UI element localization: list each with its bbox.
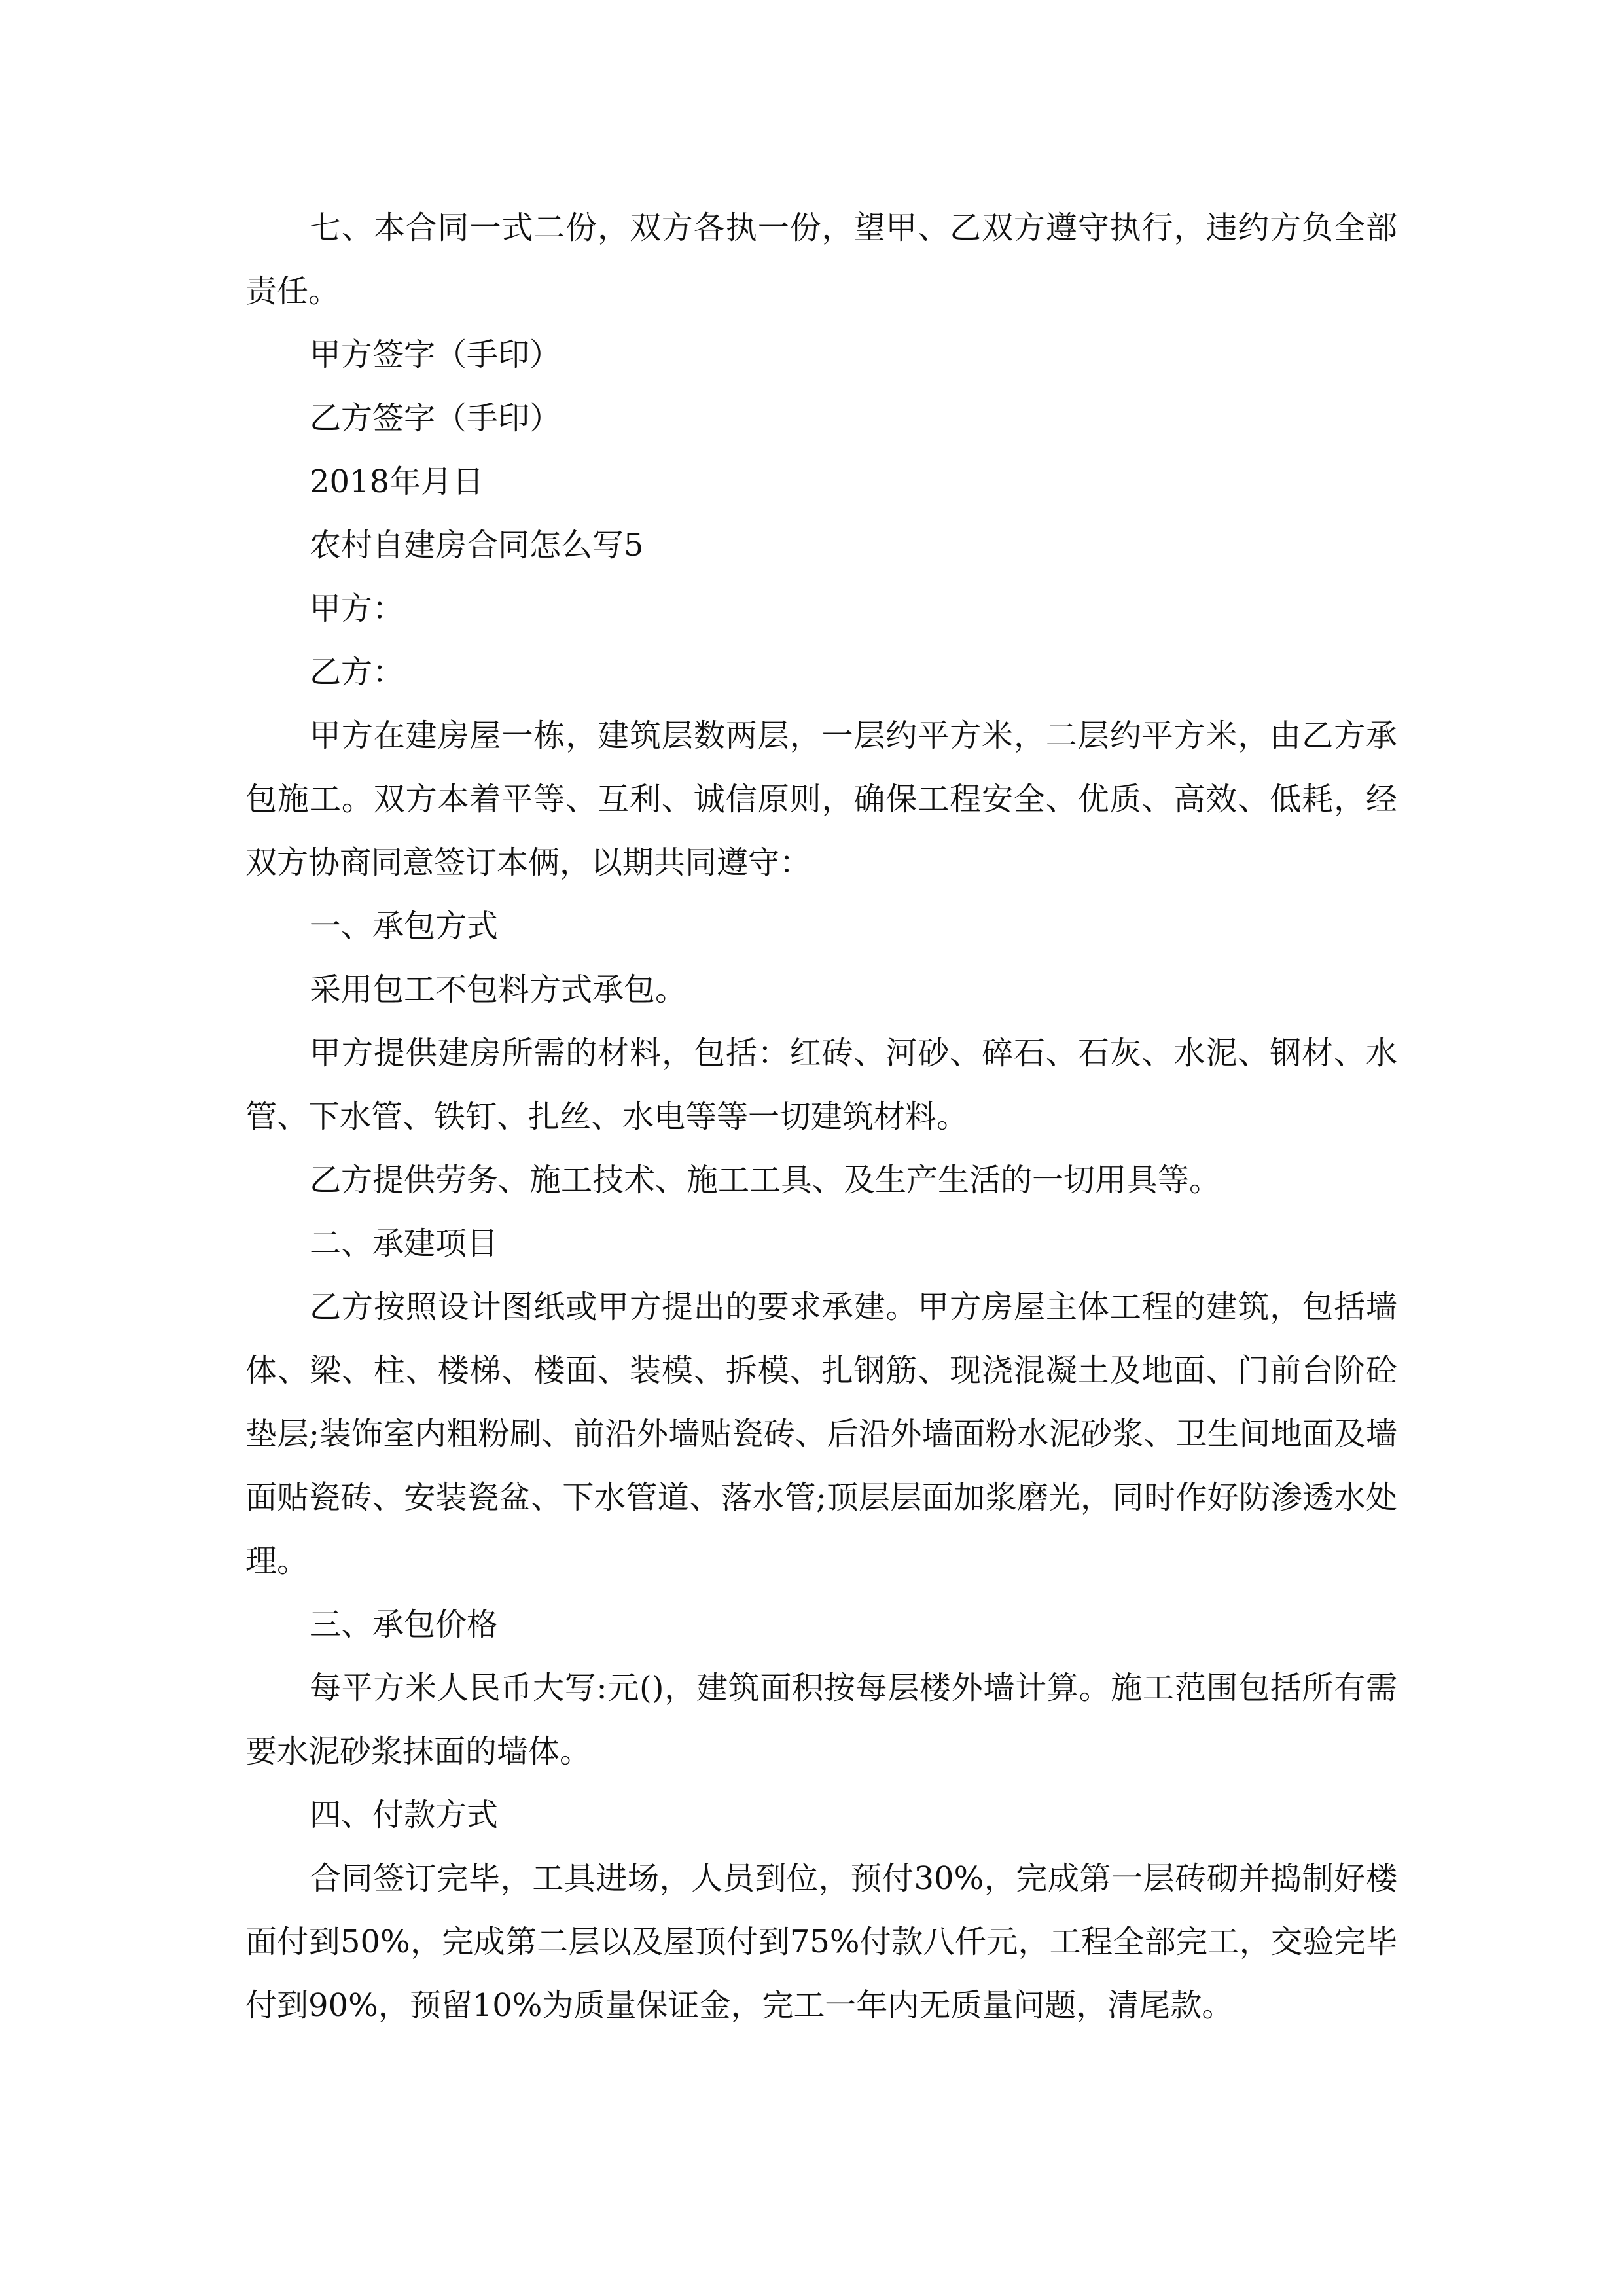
section-heading-project-scope: 二、承建项目 [310,1225,499,1262]
section-heading-contract-method: 一、承包方式 [310,908,499,944]
date-line: 2018年月日 [310,463,484,500]
preamble-paragraph: 甲方在建房屋一栋，建筑层数两层，一层约平方米，二层约平方米，由乙方承包施工。双方本着平等、互利、诚信原则，确保工程安全、优质、高效、低耗，经双方协商同意签订本俩，以期共同遵守： [245,717,1397,881]
party-b-services-paragraph: 乙方提供劳务、施工技术、施工工具、及生产生活的一切用具等。 [310,1162,1221,1198]
section-heading-price: 三、承包价格 [310,1606,499,1643]
party-a-signature-line: 甲方签字（手印） [310,336,562,373]
party-a-label: 甲方： [310,590,404,627]
party-b-signature-line: 乙方签字（手印） [310,400,562,437]
price-paragraph: 每平方米人民币大写:元()，建筑面积按每层楼外墙计算。施工范围包括所有需要水泥砂浆抹面的墙体。 [245,1670,1397,1770]
party-a-materials-paragraph: 甲方提供建房所需的材料，包括：红砖、河砂、碎石、石灰、水泥、钢材、水管、下水管、铁钉、扎丝、水电等等一切建筑材料。 [245,1035,1397,1135]
project-scope-paragraph: 乙方按照设计图纸或甲方提出的要求承建。甲方房屋主体工程的建筑，包括墙体、梁、柱、楼梯、楼面、装模、拆模、扎钢筋、现浇混凝土及地面、门前台阶砼垫层;装饰室内粗粉刷、前沿外墙贴瓷砖、后沿外墙面粉水泥砂浆、卫生间地面及墙面贴瓷砖、安装瓷盆、下水管道、落水管;顶层层面加浆磨光，同时作好防渗透水处理。 [245,1289,1397,1579]
contract-title: 农村自建房合同怎么写5 [310,527,644,564]
document-body [245,196,1397,2037]
clause-seven: 七、本合同一式二份，双方各执一份，望甲、乙双方遵守执行，违约方负全部责任。 [245,209,1397,310]
party-b-label: 乙方： [310,654,404,691]
section-heading-payment: 四、付款方式 [310,1797,499,1833]
contract-method-paragraph: 采用包工不包料方式承包。 [310,971,687,1008]
payment-paragraph: 合同签订完毕，工具进场，人员到位，预付30%，完成第一层砖砌并捣制好楼面付到50%，完成第二层以及屋顶付到75%付款八仟元，工程全部完工，交验完毕付到90%，预留10%为质量保证金，完工一年内无质量问题，清尾款。 [245,1860,1397,2024]
